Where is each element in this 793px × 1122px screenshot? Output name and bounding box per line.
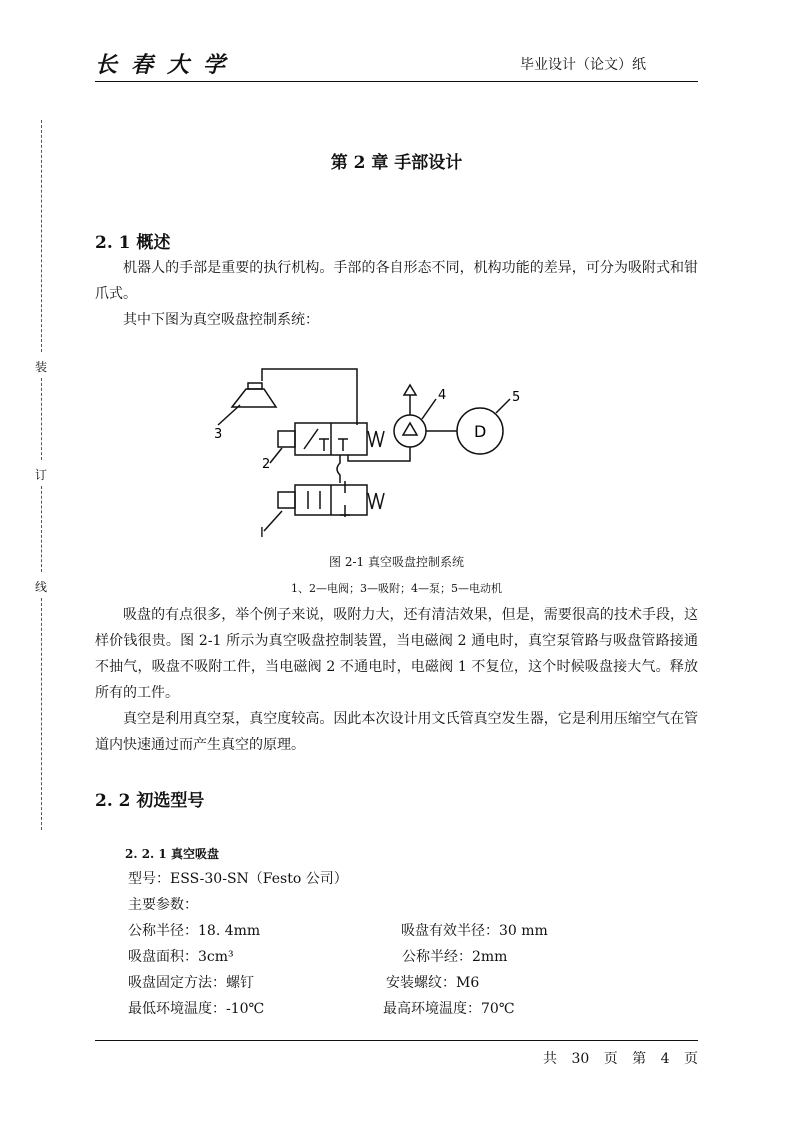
valve-2-arrow [304, 429, 318, 449]
paragraph-advantages-text: 吸盘的有点很多，举个例子来说，吸附力大，还有清洁效果，但是，需要很高的技术手段，这样价钱很贵。图 2-1 所示为真空吸盘控制装置，当电磁阀 2 通电时，真空泵管路与吸盘管路接通不抽气，吸盘不吸附工件，当电磁阀 2 不通电时，电磁阀 1 不复位，这个时候吸盘接大气。释放所有的工件。 [95, 607, 698, 701]
label-3: 3 [214, 427, 223, 442]
pipe-valve-to-pump [348, 447, 410, 461]
vacuum-control-diagram [200, 355, 530, 545]
binding-char-1: 装 [35, 360, 48, 374]
footer-rule [95, 1040, 698, 1041]
figure-caption: 图 2-1 真空吸盘控制系统 [329, 555, 464, 569]
param-left-3: 吸盘固定方法：螺钉 [128, 975, 254, 991]
university-name: 长春大学 [95, 52, 240, 78]
params-title: 主要参数： [128, 897, 198, 913]
paragraph-intro [95, 255, 698, 307]
param-right-3: 安装螺纹：M6 [386, 975, 480, 991]
param-left-1: 公称半径：18. 4mm [128, 923, 261, 939]
model-line: 型号：ESS-30-SN（Festo 公司） [128, 871, 348, 887]
label-leader-4 [422, 399, 436, 419]
binding-char-2: 订 [35, 468, 48, 482]
param-left-4: 最低环境温度：-10℃ [128, 1001, 265, 1017]
pump-exhaust-arrow [404, 385, 416, 395]
label-leader-5 [496, 399, 510, 413]
valve-2-solenoid [278, 431, 295, 447]
paragraph-intro-text: 机器人的手部是重要的执行机构。手部的各自形态不同，机构功能的差异，可分为吸附式和钳爪式。 [95, 260, 698, 302]
label-leader-3 [218, 405, 240, 425]
param-right-2: 公称半经：2mm [402, 949, 508, 965]
label-4: 4 [438, 388, 447, 403]
valve-2-spring [368, 431, 384, 447]
paragraph-advantages [95, 602, 698, 706]
binding-line-segment [41, 378, 42, 460]
figure-legend: 1、2—电阀；3—吸附；4—泵；5—电动机 [291, 582, 502, 595]
chapter-title: 第 2 章 手部设计 [330, 153, 463, 173]
suction-cup-stem [248, 383, 262, 389]
label-2: 2 [262, 457, 271, 472]
binding-char-3: 线 [35, 580, 48, 594]
pipe-cup-to-valve [262, 369, 357, 425]
pipe-valve2-to-valve1 [337, 455, 340, 483]
binding-line-segment [41, 598, 42, 830]
label-leader-2 [270, 448, 282, 463]
label-leader-1 [264, 511, 282, 531]
vacuum-pump [394, 415, 426, 447]
paragraph-figure-ref [95, 307, 698, 333]
valve-1-solenoid [278, 492, 295, 508]
label-1: I [260, 526, 264, 541]
paragraph-venturi [95, 706, 698, 758]
paragraph-venturi-text: 真空是利用真空泵，真空度较高。因此本次设计用文氏管真空发生器，它是利用压缩空气在管道内快速通过而产生真空的原理。 [95, 711, 698, 753]
paragraph-figure-ref-text: 其中下图为真空吸盘控制系统： [123, 312, 319, 328]
param-right-1: 吸盘有效半径：30 mm [401, 923, 548, 939]
param-left-2: 吸盘面积：3cm³ [128, 949, 234, 965]
motor-letter: D [474, 422, 487, 441]
suction-cup-body [232, 389, 276, 407]
section-heading-2-1: 2. 1 概述 [95, 233, 171, 253]
valve-1-spring [368, 493, 384, 509]
header-rule [95, 81, 698, 82]
subsection-heading-2-2-1: 2. 2. 1 真空吸盘 [125, 847, 219, 861]
section-heading-2-2: 2. 2 初选型号 [95, 791, 205, 811]
pump-triangle [403, 423, 417, 435]
param-right-4: 最高环境温度：70℃ [383, 1001, 515, 1017]
document-type: 毕业设计（论文）纸 [520, 57, 646, 73]
label-5: 5 [512, 390, 521, 405]
page-footer: 共 30 页 第 4 页 [543, 1051, 698, 1067]
